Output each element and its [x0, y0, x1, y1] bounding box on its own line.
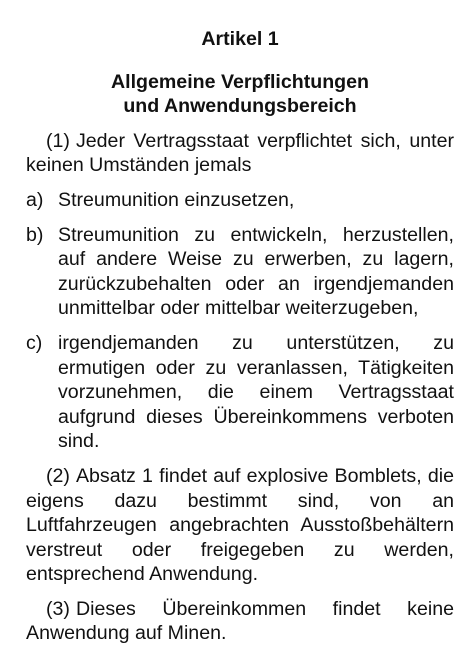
list-item-b	[26, 223, 454, 321]
paragraph-text: Dieses Übereinkommen findet keine Anwendung auf Minen.	[26, 597, 454, 645]
list-item-text: Streumunition zu entwickeln, herzustellen, auf andere Weise zu erwerben, zu lagern, zurückzubehalten oder an irgendjemanden unmittelbar oder mittelbar weiterzugeben,	[58, 223, 454, 320]
list-item-text: irgendjemanden zu unterstützen, zu ermutigen oder zu veranlassen, Tätigkeiten vorzunehmen, die einem Vertragsstaat aufgrund dieses Übereinkommens verboten sind.	[58, 331, 454, 453]
paragraph-number: (3)	[46, 597, 70, 620]
paragraph-1	[26, 129, 454, 178]
paragraph-3	[26, 597, 454, 646]
list-marker: b)	[26, 223, 44, 246]
paragraph-number: (2)	[46, 464, 70, 487]
list-item-a	[26, 188, 454, 213]
list-item-c	[26, 331, 454, 454]
list-marker: a)	[26, 188, 44, 211]
paragraph-2	[26, 464, 454, 587]
section-heading-line-1: Allgemeine Verpflichtungen	[110, 70, 370, 93]
article-title: Artikel 1	[201, 28, 279, 50]
list-item-text: Streumunition einzusetzen,	[58, 188, 295, 211]
paragraph-text: Jeder Vertragsstaat verpflichtet sich, unter keinen Umständen jemals	[26, 129, 454, 177]
section-heading-line-2: und Anwendungsbereich	[123, 95, 357, 118]
paragraph-number: (1)	[46, 129, 70, 152]
list-marker: c)	[26, 331, 43, 354]
paragraph-text: Absatz 1 findet auf explosive Bomblets, die eigens dazu bestimmt sind, von an Luftfahrzeugen angebrachten Ausstoßbehältern verstreut oder freigegeben zu werden, entsprechend Anwendung.	[26, 464, 454, 586]
section-heading	[26, 70, 454, 119]
